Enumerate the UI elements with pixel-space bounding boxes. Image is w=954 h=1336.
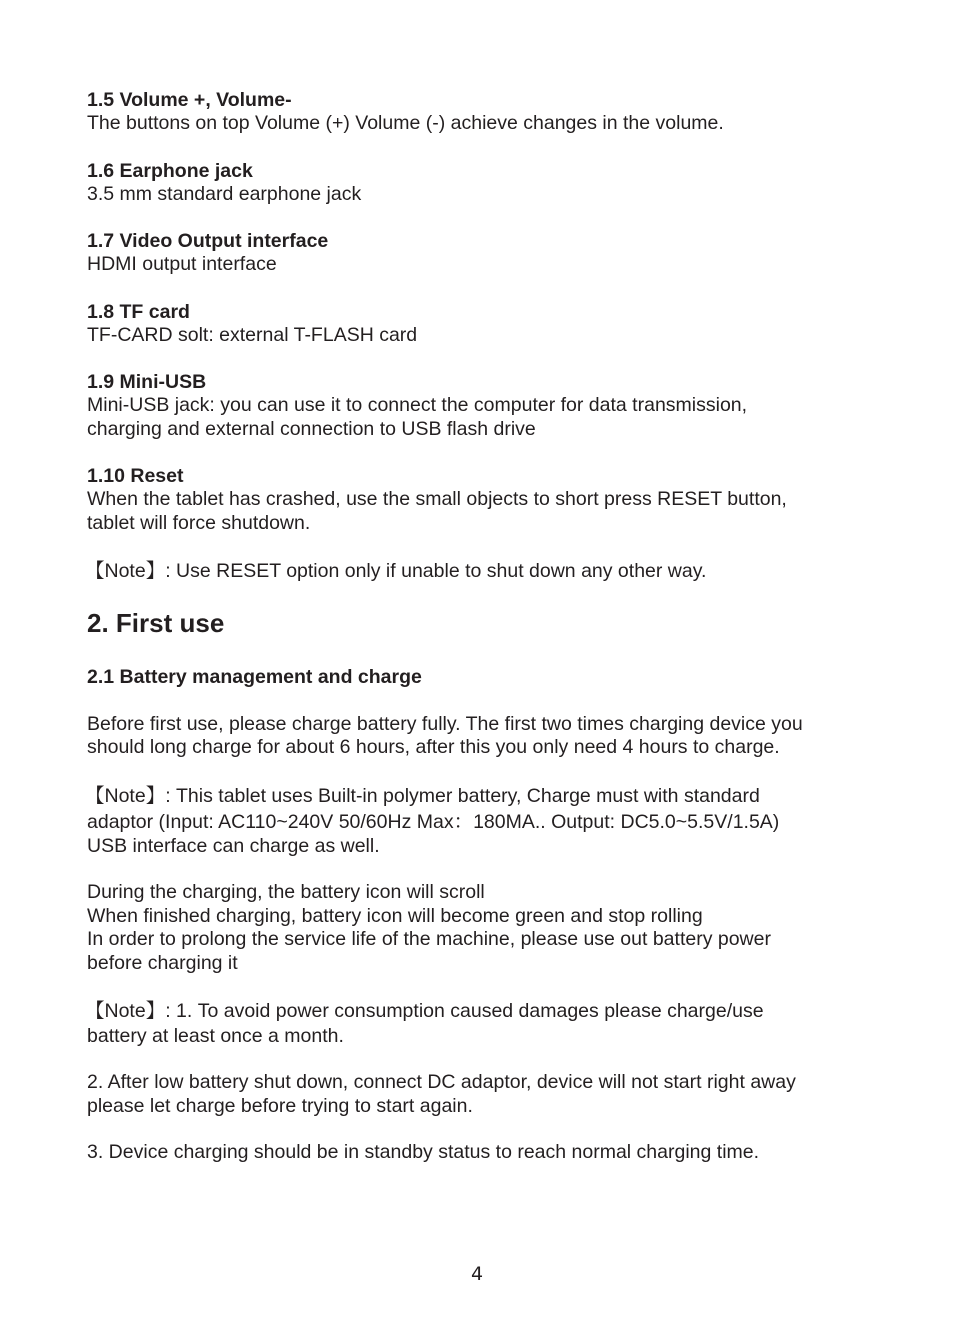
battery-para-line: Before first use, please charge battery fully. The first two times charging device you bbox=[87, 712, 803, 735]
section-video-output bbox=[87, 229, 887, 277]
battery-note-line: adaptor (Input: AC110~240V 50/60Hz Max：180MA.. Output: DC5.0~5.5V/1.5A) bbox=[87, 811, 780, 833]
battery-note-line: USB interface can charge as well. bbox=[87, 834, 380, 857]
section-body-line: charging and external connection to USB flash drive bbox=[87, 417, 536, 440]
charging-info-line: before charging it bbox=[87, 951, 238, 974]
charging-info-line: When finished charging, battery icon will become green and stop rolling bbox=[87, 904, 703, 927]
section-body-line: When the tablet has crashed, use the small objects to short press RESET button, bbox=[87, 488, 787, 510]
page-number: 4 bbox=[470, 1263, 484, 1285]
charging-info-line: During the charging, the battery icon will scroll bbox=[87, 881, 485, 903]
chapter-title: 2. First use bbox=[87, 607, 225, 638]
battery-para-line: should long charge for about 6 hours, after this you only need 4 hours to charge. bbox=[87, 736, 780, 758]
section-body: HDMI output interface bbox=[87, 253, 277, 275]
section-mini-usb bbox=[87, 370, 887, 441]
battery-heading: 2.1 Battery management and charge bbox=[87, 665, 422, 688]
section-heading: 1.10 Reset bbox=[87, 465, 184, 487]
document-page bbox=[87, 88, 887, 1165]
section-volume bbox=[87, 88, 887, 136]
battery-note-line: 【Note】: This tablet uses Built-in polymer battery, Charge must with standard bbox=[85, 784, 760, 807]
section-body: 3.5 mm standard earphone jack bbox=[87, 182, 362, 205]
section-heading: 1.9 Mini-USB bbox=[87, 371, 207, 393]
reset-note: 【Note】: Use RESET option only if unable to shut down any other way. bbox=[85, 560, 707, 582]
section-body: TF-CARD solt: external T-FLASH card bbox=[87, 323, 418, 346]
section-reset bbox=[87, 464, 887, 535]
battery-note2-line: battery at least once a month. bbox=[87, 1024, 344, 1047]
section-heading: 1.6 Earphone jack bbox=[87, 159, 253, 182]
section-heading: 1.7 Video Output interface bbox=[87, 230, 329, 252]
charging-info-line: In order to prolong the service life of the machine, please use out battery power bbox=[87, 928, 771, 950]
note-item-2-line: 2. After low battery shut down, connect DC adaptor, device will not start right away bbox=[87, 1071, 796, 1093]
section-body-line: tablet will force shutdown. bbox=[87, 511, 311, 534]
section-body: The buttons on top Volume (+) Volume (-) achieve changes in the volume. bbox=[87, 112, 724, 134]
section-tf-card bbox=[87, 300, 887, 348]
battery-note2-line: 【Note】: 1. To avoid power consumption caused damages please charge/use bbox=[85, 1000, 764, 1022]
section-heading: 1.8 TF card bbox=[87, 300, 190, 323]
section-earphone bbox=[87, 159, 887, 207]
note-item-2-line: please let charge before trying to start again. bbox=[87, 1094, 473, 1117]
note-item-3: 3. Device charging should be in standby status to reach normal charging time. bbox=[87, 1141, 760, 1163]
section-body-line: Mini-USB jack: you can use it to connect the computer for data transmission, bbox=[87, 394, 748, 416]
section-heading: 1.5 Volume +, Volume- bbox=[87, 89, 292, 111]
